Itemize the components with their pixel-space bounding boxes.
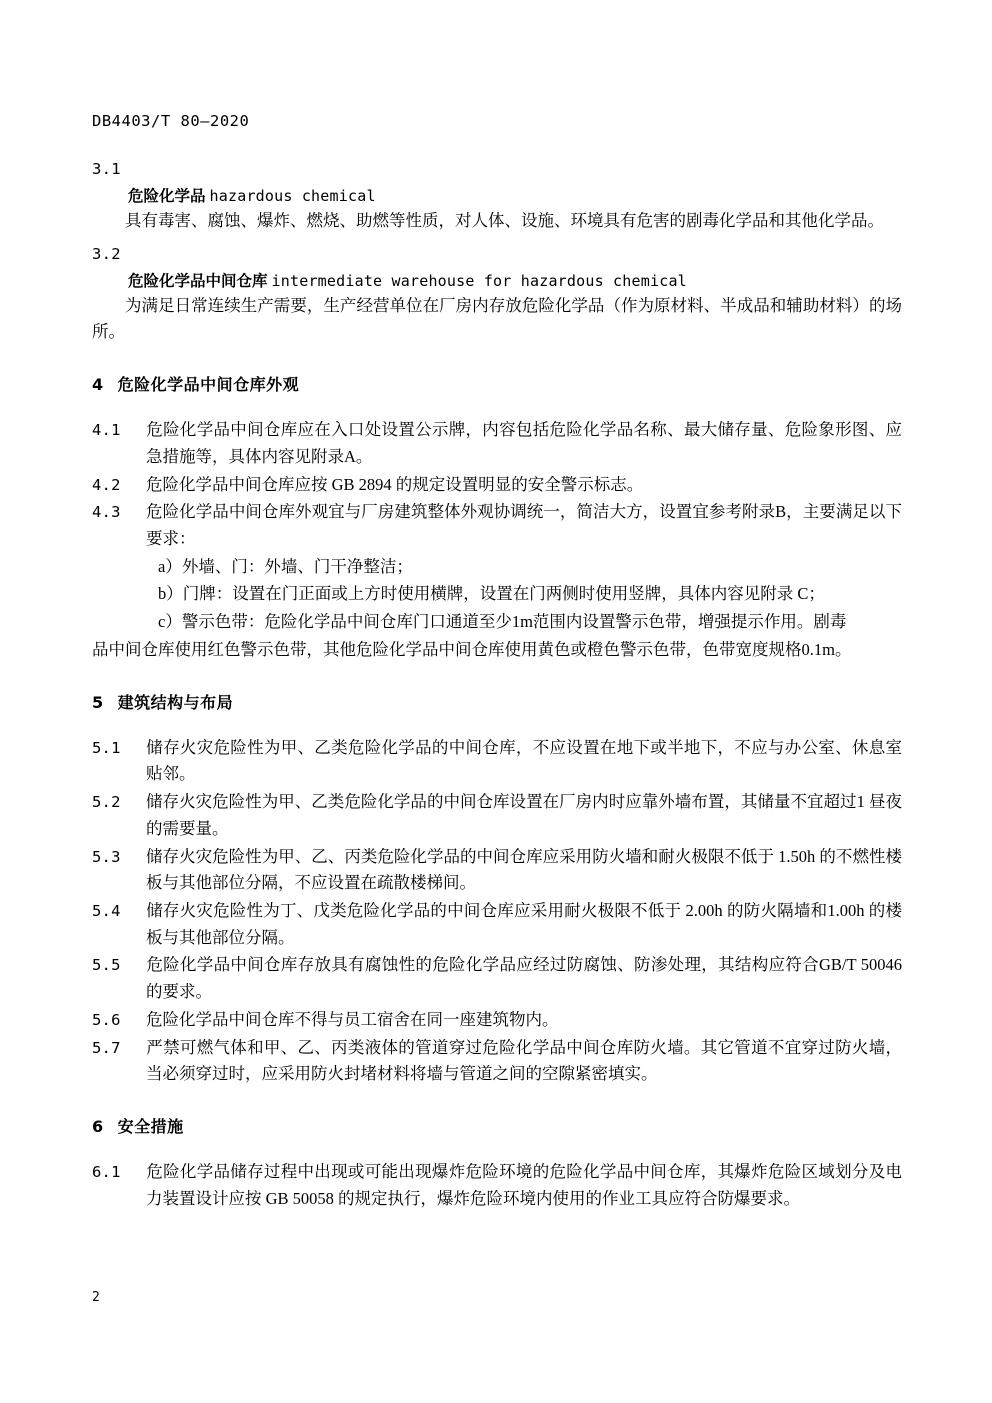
term-chinese-3-1: 危险化学品 [128, 187, 206, 205]
term-chinese-3-2: 危险化学品中间仓库 [128, 271, 268, 290]
clause-4-2 [92, 472, 902, 499]
term-english-3-1: hazardous chemical [209, 187, 376, 205]
clause-label-4-1: 4.1 [92, 421, 121, 440]
clause-5-1 [92, 735, 902, 788]
clause-text-6-1: 危险化学品储存过程中出现或可能出现爆炸危险环境的危险化学品中间仓库，其爆炸危险区域划分及电力装置设计应按 GB 50058 的规定执行，爆炸危险环境内使用的作业工具应符合防爆要求。 [146, 1161, 902, 1208]
section-heading-4 [92, 372, 902, 395]
section-title-6: 安全措施 [117, 1116, 184, 1136]
clause-label-5-4: 5.4 [92, 901, 121, 920]
clause-text-5-7: 严禁可燃气体和甲、乙、丙类液体的管道穿过危险化学品中间仓库防火墙。其它管道不宜穿过防火墙，当必须穿过时，应采用防火封堵材料将墙与管道之间的空隙紧密填实。 [146, 1037, 902, 1084]
clause-5-3 [92, 844, 902, 897]
clause-text-4-3: 危险化学品中间仓库外观宜与厂房建筑整体外观协调统一，简洁大方，设置宜参考附录B，主要满足以下要求： [146, 502, 902, 549]
clause-label-5-7: 5.7 [92, 1038, 121, 1057]
subclause-4-3-c: c）警示色带：危险化学品中间仓库门口通道至少1m范围内设置警示色带，增强提示作用。剧毒 [158, 612, 847, 632]
clause-5-5 [92, 952, 902, 1005]
section-heading-5 [92, 690, 902, 713]
clause-label-5-2: 5.2 [92, 793, 121, 812]
clause-6-1 [92, 1159, 902, 1212]
term-entry-3-2 [92, 269, 902, 291]
clause-text-5-6: 危险化学品中间仓库不得与员工宿舍在同一座建筑物内。 [146, 1009, 559, 1029]
clause-5-4 [92, 898, 902, 951]
spacer [92, 237, 902, 245]
section-heading-6 [92, 1114, 902, 1137]
clause-number-3-2: 3.2 [92, 244, 121, 263]
clause-text-5-4: 储存火灾危险性为丁、戊类危险化学品的中间仓库应采用耐火极限不低于 2.00h 的防火隔墙和1.00h 的楼板与其他部位分隔。 [146, 900, 902, 947]
clause-label-4-2: 4.2 [92, 475, 121, 494]
clause-text-4-2: 危险化学品中间仓库应按 GB 2894 的规定设置明显的安全警示标志。 [146, 474, 644, 494]
clause-text-4-1: 危险化学品中间仓库应在入口处设置公示牌，内容包括危险化学品名称、最大储存量、危险象形图、应急措施等，具体内容见附录A。 [146, 420, 902, 466]
clause-text-5-5: 危险化学品中间仓库存放具有腐蚀性的危险化学品应经过防腐蚀、防渗处理，其结构应符合GB/T 50046 的要求。 [146, 955, 902, 1002]
document-header-id: DB4403/T 80—2020 [92, 112, 250, 130]
clause-label-5-1: 5.1 [92, 738, 121, 757]
clause-label-5-3: 5.3 [92, 847, 121, 866]
page-number: 2 [92, 1290, 100, 1305]
clause-5-6 [92, 1007, 902, 1034]
clause-label-5-5: 5.5 [92, 956, 121, 975]
clause-number-3-1: 3.1 [92, 160, 121, 178]
clause-label-6-1: 6.1 [92, 1162, 121, 1181]
clause-4-1 [92, 417, 902, 470]
clause-text-5-1: 储存火灾危险性为甲、乙类危险化学品的中间仓库，不应设置在地下或半地下，不应与办公室、休息室贴邻。 [146, 737, 902, 784]
section-number-4: 4 [92, 375, 104, 395]
clause-5-7 [92, 1035, 902, 1088]
clause-label-5-6: 5.6 [92, 1010, 121, 1029]
section-title-5: 建筑结构与布局 [117, 692, 234, 712]
section-number-5: 5 [92, 692, 104, 712]
clause-text-5-3: 储存火灾危险性为甲、乙、丙类危险化学品的中间仓库应采用防火墙和耐火极限不低于 1.50h 的不燃性楼板与其他部位分隔，不应设置在疏散楼梯间。 [146, 846, 902, 893]
page-content [92, 112, 902, 1213]
term-definition-3-1: 具有毒害、腐蚀、爆炸、燃烧、助燃等性质，对人体、设施、环境具有危害的剧毒化学品和其他化学品。 [125, 211, 884, 230]
section-number-6: 6 [92, 1116, 104, 1136]
clause-text-5-2: 储存火灾危险性为甲、乙类危险化学品的中间仓库设置在厂房内时应靠外墙布置，其储量不宜超过1 昼夜的需要量。 [146, 792, 902, 838]
term-entry-3-1 [92, 184, 902, 206]
section-title-4: 危险化学品中间仓库外观 [117, 375, 300, 395]
subclause-4-3-a: a）外墙、门：外墙、门干净整洁； [158, 556, 413, 576]
clause-4-3 [92, 499, 902, 552]
subclause-4-3-b: b）门牌：设置在门正面或上方时使用横牌，设置在门两侧时使用竖牌，具体内容见附录 C； [158, 584, 825, 604]
term-english-3-2: intermediate warehouse for hazardous chemical [271, 271, 687, 290]
clause-label-4-3: 4.3 [92, 503, 121, 522]
term-definition-3-2: 为满足日常连续生产需要，生产经营单位在厂房内存放危险化学品（作为原材料、半成品和辅助材料）的场所。 [92, 295, 902, 342]
clause-5-2 [92, 789, 902, 842]
subclause-4-3-c-continued: 品中间仓库使用红色警示色带，其他危险化学品中间仓库使用黄色或橙色警示色带，色带宽度规格0.1m。 [92, 639, 852, 659]
